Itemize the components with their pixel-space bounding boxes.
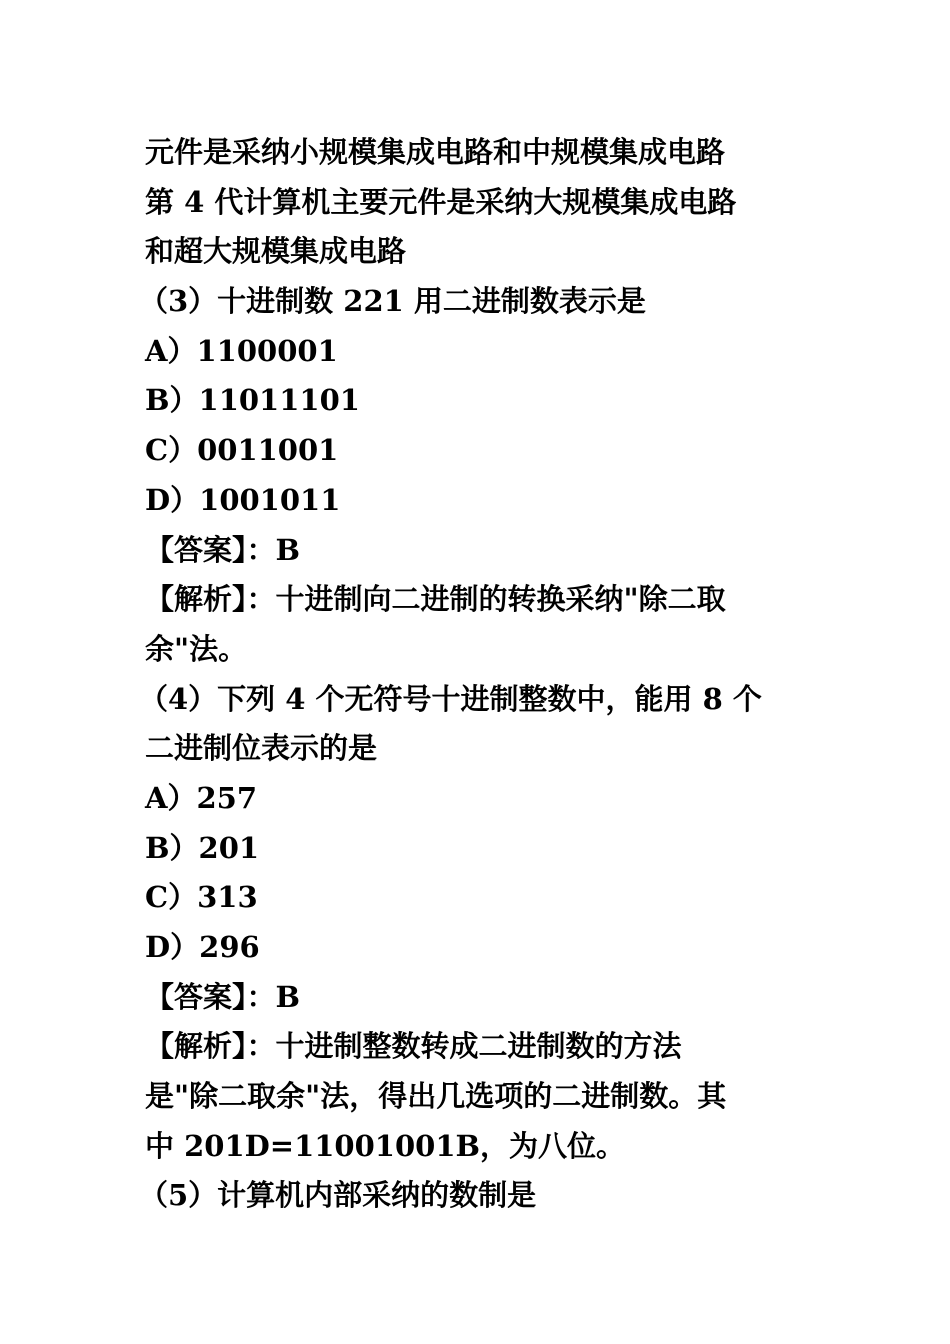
q4-explanation-line-3: 中 201D=11001001B，为八位。 [145, 1128, 626, 1163]
q4-option-d: D）296 [145, 930, 260, 964]
q4-option-c: C）313 [145, 880, 258, 915]
q4-option-b: B）201 [145, 830, 260, 865]
q3-explanation-line-2: 余"法。 [145, 631, 248, 666]
intro-line-3: 和超大规模集成电路 [145, 234, 407, 269]
q3-explanation-line-1: 【解析】：十进制向二进制的转换采纳"除二取 [145, 582, 726, 617]
q4-option-a: A）257 [145, 780, 258, 815]
intro-line-1: 元件是采纳小规模集成电路和中规模集成电路 [145, 135, 726, 169]
q3-option-a: A）1100001 [145, 333, 338, 368]
q4-explanation-line-1: 【解析】：十进制整数转成二进制数的方法 [145, 1029, 682, 1064]
q5-question: （5）计算机内部采纳的数制是 [139, 1178, 537, 1213]
q3-option-c: C）0011001 [145, 433, 339, 468]
q4-explanation-line-2: 是"除二取余"法，得出几选项的二进制数。其 [145, 1079, 727, 1114]
q3-answer: 【答案】：B [145, 532, 301, 567]
q3-question: （3）十进制数 221 用二进制数表示是 [139, 284, 646, 319]
q3-option-b: B）11011101 [145, 383, 360, 418]
q4-question-line-2: 二进制位表示的是 [145, 731, 378, 766]
document-page [139, 128, 810, 1221]
q4-answer: 【答案】：B [145, 979, 301, 1014]
q4-question-line-1: （4）下列 4 个无符号十进制整数中，能用 8 个 [139, 681, 762, 716]
q3-option-d: D）1001011 [145, 482, 341, 517]
intro-line-2: 第 4 代计算机主要元件是采纳大规模集成电路 [145, 184, 737, 219]
